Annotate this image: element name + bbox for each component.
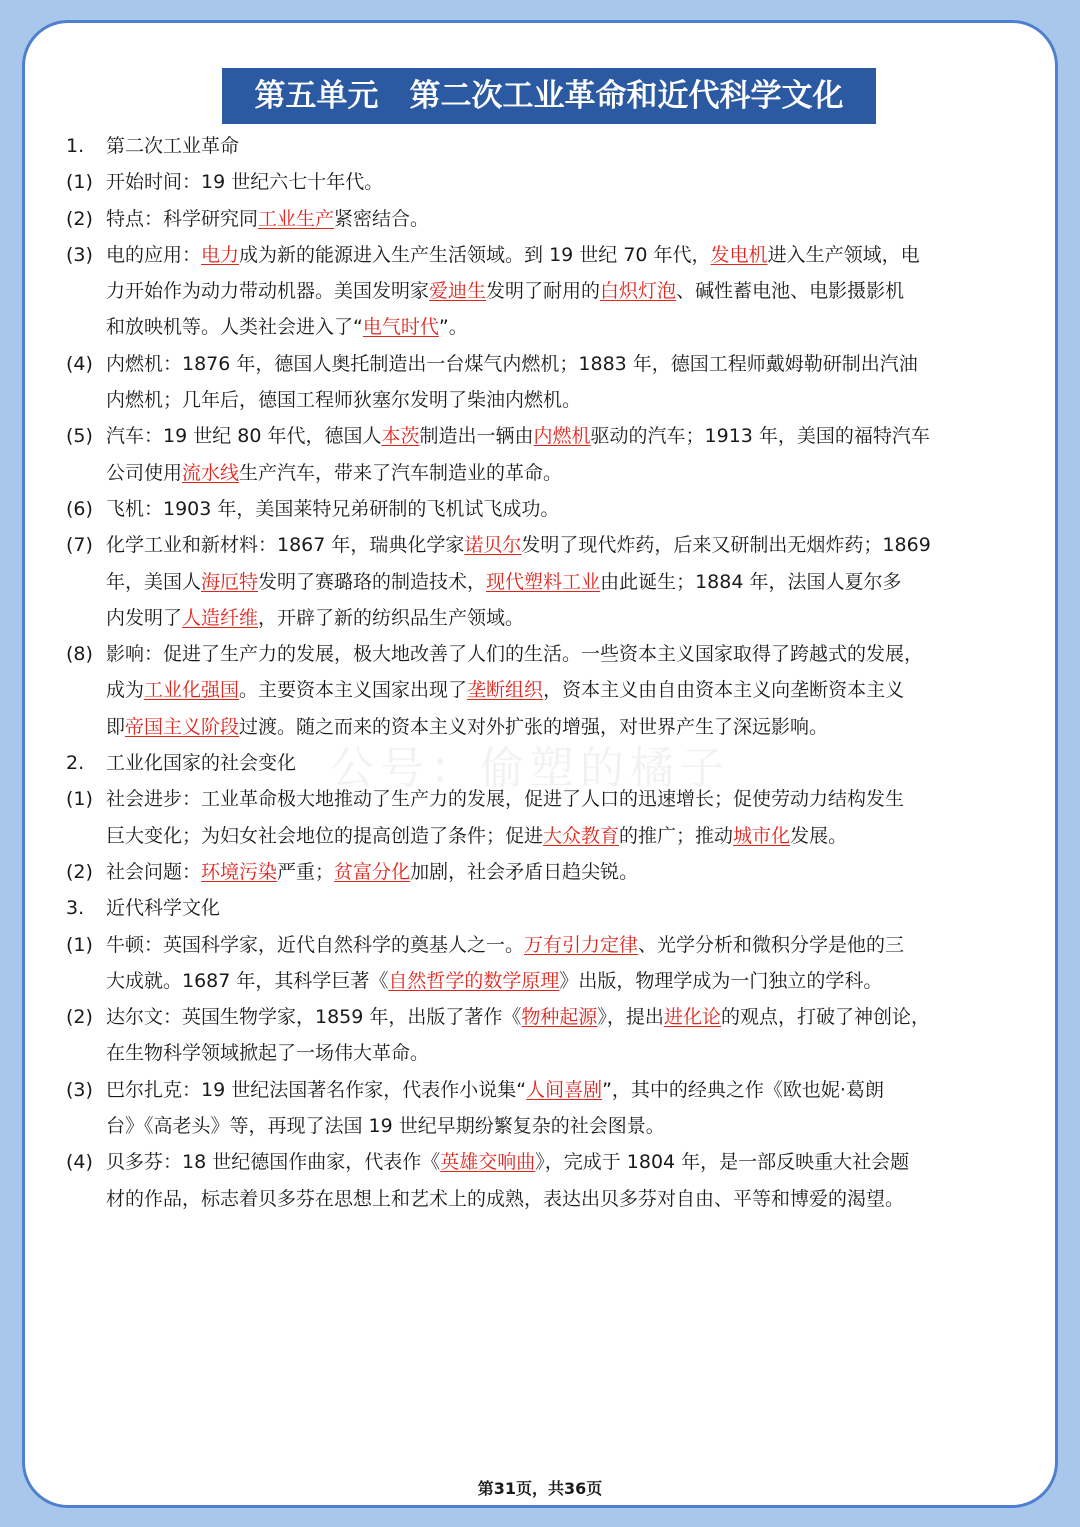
text-segment: 内燃机：1876 年，德国人奥托制造出一台煤气内燃机；1883 年，德国工程师戴姆勒研制出汽油 <box>106 352 918 375</box>
text-segment: 达尔文：英国生物学家，1859 年，出版了著作《 <box>106 1006 522 1029</box>
text-segment: 内发明了 <box>106 606 183 629</box>
text-segment: 开始时间：19 世纪六七十年代。 <box>106 171 384 194</box>
item-number <box>66 1108 106 1144</box>
item-number <box>66 273 106 309</box>
text-segment: 。主要资本主义国家出现了 <box>239 679 468 702</box>
item-number <box>66 709 106 745</box>
item-number <box>66 1181 106 1217</box>
line-text <box>106 1035 1016 1071</box>
text-line <box>66 818 1016 854</box>
line-text <box>106 527 1016 563</box>
item-number: 2. <box>66 752 85 775</box>
key-term: 工业化强国 <box>144 679 240 702</box>
key-term: 自然哲学的数学原理 <box>388 969 560 992</box>
item-number <box>66 672 106 708</box>
text-segment: 的推广；推动 <box>619 824 734 847</box>
key-term: 诺贝尔 <box>464 534 522 557</box>
text-segment: 影响：促进了生产力的发展，极大地改善了人们的生活。一些资本主义国家取得了跨越式的发展， <box>106 643 924 666</box>
line-text <box>106 600 1016 636</box>
key-term: 环境污染 <box>201 860 278 883</box>
text-segment: 内燃机；几年后，德国工程师狄塞尔发明了柴油内燃机。 <box>106 389 582 412</box>
text-segment: 在生物科学领域掀起了一场伟大革命。 <box>106 1042 430 1065</box>
item-number: (2) <box>66 207 93 230</box>
key-term: 电气时代 <box>362 316 439 339</box>
text-segment: 台》《高老头》等，再现了法国 19 世纪早期纷繁复杂的社会图景。 <box>106 1115 665 1138</box>
text-segment: 贝多芬：18 世纪德国作曲家，代表作《 <box>106 1151 441 1174</box>
text-segment: 成为新的能源进入生产生活领域。到 19 世纪 70 年代， <box>239 243 711 266</box>
text-segment: ”。 <box>438 316 468 339</box>
line-text <box>106 455 1016 491</box>
text-segment: ，资本主义由自由资本主义向垄断资本主义 <box>543 679 905 702</box>
item-number <box>66 382 106 418</box>
text-segment: 的观点，打破了神创论， <box>720 1006 930 1029</box>
text-segment: 牛顿：英国科学家，近代自然科学的奠基人之一。 <box>106 933 525 956</box>
line-text <box>106 854 1016 890</box>
key-term: 发电机 <box>710 243 768 266</box>
page-footer: 第31页，共36页 <box>477 1479 603 1498</box>
text-segment: 材的作品，标志着贝多芬在思想上和艺术上的成熟，表达出贝多芬对自由、平等和博爱的渴望。 <box>106 1187 905 1210</box>
key-term: 人造纤维 <box>182 606 259 629</box>
item-number: (2) <box>66 1006 93 1029</box>
text-segment: 和放映机等。人类社会进入了“ <box>106 316 363 339</box>
text-segment: 化学工业和新材料：1867 年，瑞典化学家 <box>106 534 465 557</box>
item-number <box>66 455 106 491</box>
text-segment: 发明了赛璐珞的制造技术， <box>258 570 487 593</box>
text-segment: 制造出一辆由 <box>419 425 534 448</box>
line-text <box>106 418 1016 454</box>
item-number: (3) <box>66 243 93 266</box>
text-segment: 近代科学文化 <box>106 897 221 920</box>
text-line <box>66 491 1016 527</box>
item-number: 1. <box>66 135 85 157</box>
key-term: 电力 <box>201 243 240 266</box>
text-line <box>66 164 1016 200</box>
text-line <box>66 1072 1016 1108</box>
line-text <box>106 237 1016 273</box>
text-segment: 汽车：19 世纪 80 年代，德国人 <box>106 425 382 448</box>
document-body <box>66 128 1016 1217</box>
text-segment: 》出版，物理学成为一门独立的学科。 <box>559 969 883 992</box>
text-segment: 第二次工业革命 <box>106 135 240 157</box>
text-segment: 巴尔扎克：19 世纪法国著名作家，代表作小说集“ <box>106 1078 527 1101</box>
line-text <box>106 128 1016 164</box>
text-line <box>66 1144 1016 1180</box>
text-line <box>66 273 1016 309</box>
text-segment: 加剧，社会矛盾日趋尖锐。 <box>410 860 639 883</box>
key-term: 内燃机 <box>533 425 591 448</box>
item-number <box>66 564 106 600</box>
text-line <box>66 346 1016 382</box>
text-line <box>66 237 1016 273</box>
item-number: (5) <box>66 425 93 448</box>
item-number: (1) <box>66 933 93 956</box>
key-term: 万有引力定律 <box>524 933 639 956</box>
text-segment: 生产汽车，带来了汽车制造业的革命。 <box>239 461 563 484</box>
text-segment: 特点：科学研究同 <box>106 207 259 230</box>
text-segment: 大成就。1687 年，其科学巨著《 <box>106 969 389 992</box>
text-segment: 年，美国人 <box>106 570 202 593</box>
text-line <box>66 527 1016 563</box>
text-segment: 电的应用： <box>106 243 202 266</box>
text-segment: 、碱性蓄电池、电影摄影机 <box>676 280 905 303</box>
text-line <box>66 636 1016 672</box>
text-segment: 成为 <box>106 679 145 702</box>
text-segment: 由此诞生；1884 年，法国人夏尔多 <box>600 570 902 593</box>
text-segment: 驱动的汽车；1913 年，美国的福特汽车 <box>590 425 930 448</box>
line-text <box>106 1181 1016 1217</box>
line-text <box>106 999 1016 1035</box>
item-number <box>66 1035 106 1071</box>
text-segment: 发明了现代炸药，后来又研制出无烟炸药；1869 <box>521 534 931 557</box>
item-number: (4) <box>66 1151 93 1174</box>
text-line <box>66 309 1016 345</box>
item-number: (6) <box>66 497 93 520</box>
item-number <box>66 309 106 345</box>
key-term: 城市化 <box>733 824 791 847</box>
text-line <box>66 854 1016 890</box>
text-segment: ，开辟了新的纺织品生产领域。 <box>258 606 525 629</box>
text-segment: 巨大变化；为妇女社会地位的提高创造了条件；促进 <box>106 824 544 847</box>
line-text <box>106 636 1016 672</box>
text-line <box>66 128 1016 164</box>
text-segment: 发明了耐用的 <box>486 280 601 303</box>
line-text <box>106 164 1016 200</box>
line-text <box>106 927 1016 963</box>
key-term: 白炽灯泡 <box>600 280 677 303</box>
line-text <box>106 201 1016 237</box>
text-line <box>66 382 1016 418</box>
item-number: (1) <box>66 171 93 194</box>
line-text <box>106 273 1016 309</box>
key-term: 现代塑料工业 <box>486 570 601 593</box>
text-segment: 》，提出 <box>597 1006 664 1029</box>
line-text <box>106 491 1016 527</box>
text-segment: ”，其中的经典之作《欧也妮·葛朗 <box>602 1078 884 1101</box>
key-term: 帝国主义阶段 <box>125 715 240 738</box>
line-text <box>106 890 1016 926</box>
key-term: 人间喜剧 <box>526 1078 603 1101</box>
text-line <box>66 455 1016 491</box>
text-segment: 、光学分析和微积分学是他的三 <box>638 933 905 956</box>
text-segment: 即 <box>106 715 126 738</box>
text-segment: 力开始作为动力带动机器。美国发明家 <box>106 280 430 303</box>
item-number: (3) <box>66 1078 93 1101</box>
text-segment: 飞机：1903 年，美国莱特兄弟研制的飞机试飞成功。 <box>106 497 560 520</box>
item-number: 3. <box>66 897 85 920</box>
key-term: 进化论 <box>663 1006 721 1029</box>
text-segment: 紧密结合。 <box>334 207 430 230</box>
line-text <box>106 818 1016 854</box>
line-text <box>106 1072 1016 1108</box>
item-number: (8) <box>66 643 93 666</box>
key-term: 物种起源 <box>521 1006 598 1029</box>
text-line <box>66 927 1016 963</box>
line-text <box>106 309 1016 345</box>
text-line <box>66 600 1016 636</box>
text-segment: 社会问题： <box>106 860 202 883</box>
line-text <box>106 1108 1016 1144</box>
text-line <box>66 890 1016 926</box>
line-text <box>106 564 1016 600</box>
key-term: 本茨 <box>381 425 420 448</box>
line-text <box>106 1144 1016 1180</box>
item-number: (4) <box>66 352 93 375</box>
page-title: 第五单元 第二次工业革命和近代科学文化 <box>222 68 876 124</box>
key-term: 流水线 <box>182 461 240 484</box>
key-term: 大众教育 <box>543 824 620 847</box>
key-term: 工业生产 <box>258 207 335 230</box>
text-line <box>66 1181 1016 1217</box>
key-term: 贫富分化 <box>334 860 411 883</box>
text-segment: 工业化国家的社会变化 <box>106 752 297 775</box>
line-text <box>106 963 1016 999</box>
text-segment: 严重； <box>277 860 335 883</box>
item-number <box>66 600 106 636</box>
text-segment: 社会进步：工业革命极大地推动了生产力的发展，促进了人口的迅速增长；促使劳动力结构发生 <box>106 788 905 811</box>
text-line <box>66 564 1016 600</box>
text-segment: 公司使用 <box>106 461 183 484</box>
key-term: 海厄特 <box>201 570 259 593</box>
text-line <box>66 999 1016 1035</box>
text-line <box>66 201 1016 237</box>
text-segment: 过渡。随之而来的资本主义对外扩张的增强，对世界产生了深远影响。 <box>239 715 829 738</box>
key-term: 爱迪生 <box>429 280 487 303</box>
text-line <box>66 1108 1016 1144</box>
text-segment: 发展。 <box>790 824 848 847</box>
key-term: 垄断组织 <box>467 679 544 702</box>
item-number <box>66 963 106 999</box>
line-text <box>106 346 1016 382</box>
key-term: 英雄交响曲 <box>440 1151 536 1174</box>
text-line <box>66 672 1016 708</box>
line-text <box>106 672 1016 708</box>
text-line <box>66 963 1016 999</box>
item-number <box>66 818 106 854</box>
item-number: (7) <box>66 534 93 557</box>
item-number: (2) <box>66 860 93 883</box>
line-text <box>106 382 1016 418</box>
text-segment: 》，完成于 1804 年，是一部反映重大社会题 <box>535 1151 910 1174</box>
text-line <box>66 418 1016 454</box>
text-line <box>66 1035 1016 1071</box>
item-number: (1) <box>66 788 93 811</box>
text-segment: 进入生产领域，电 <box>767 243 920 266</box>
watermark: 公号：偷塑的橘子 <box>330 743 730 794</box>
